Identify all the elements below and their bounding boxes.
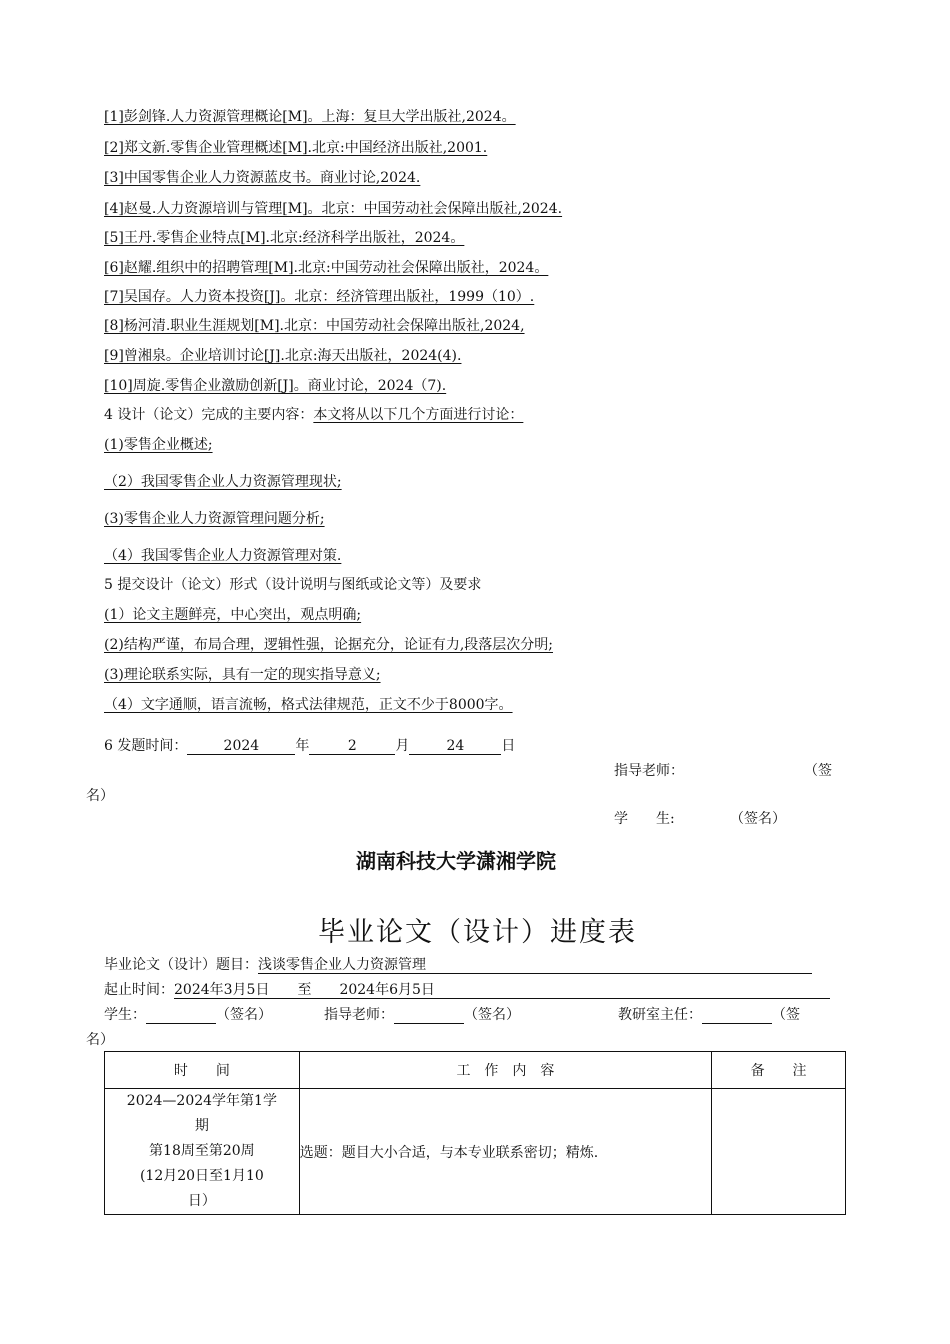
reference-10: [10]周旋.零售企业激励创新[J]。商业讨论，2024（7). [104,378,447,394]
section4-item-3: (3)零售企业人力资源管理问题分析; [104,511,325,527]
form-director-sign: （签 [772,1007,800,1023]
reference-7: [7]吴国存。人力资本投资[J]。北京：经济管理出版社，1999（10）. [104,289,535,305]
time-line-2: 期 [194,1118,209,1134]
section4-item-2: （2）我国零售企业人力资源管理现状; [104,474,342,490]
progress-table [104,1051,846,1215]
director-blank [702,1006,772,1024]
section4-item-4: （4）我国零售企业人力资源管理对策. [104,548,342,564]
student-blank [146,1006,216,1024]
issue-month: 2 [309,737,395,755]
time-line-1: 2024—2024学年第1学 [126,1093,277,1109]
advisor-sign: （签 [804,763,832,779]
reference-6: [6]赵耀.组织中的招聘管理[M].北京:中国劳动社会保障出版社，2024。 [104,260,549,276]
period-line [104,981,830,999]
section5-item-2: (2)结构严谨，布局合理，逻辑性强，论据充分，论证有力,段落层次分明; [104,637,553,653]
reference-8: [8]杨河清.职业生涯规划[M].北京：中国劳动社会保障出版社,2024, [104,318,525,334]
advisor-label: 指导老师： [614,763,684,779]
reference-1: [1]彭剑锋.人力资源管理概论[M]。上海：复旦大学出版社,2024。 [104,109,516,125]
section4-item-1: (1)零售企业概述; [104,437,213,453]
form-student-sign: （签名） [216,1007,272,1023]
reference-4: [4]赵曼.人力资源培训与管理[M]。北京：中国劳动社会保障出版社,2024. [104,201,563,217]
time-cell [105,1089,300,1215]
header-content: 工 作 内 容 [299,1052,711,1089]
signature-line [104,1006,800,1024]
section5-item-3: (3)理论联系实际，具有一定的现实指导意义; [104,667,381,683]
student-sign: （签名） [730,811,786,827]
form-director-label: 教研室主任： [618,1007,702,1023]
table-header-row [105,1052,846,1089]
issue-date-label: 6 发题时间： [104,738,188,754]
form-title: 毕业论文（设计）进度表 [318,917,637,948]
reference-2: [2]郑文新.零售企业管理概述[M].北京:中国经济出版社,2001. [104,140,488,156]
time-line-3: 第18周至第20周 [149,1143,255,1159]
reference-3: [3]中国零售企业人力资源蓝皮书。商业讨论,2024. [104,170,421,186]
day-unit: 日 [501,738,516,754]
topic-label: 毕业论文（设计）题目： [104,957,258,973]
section5-item-4: （4）文字通顺，语言流畅，格式法律规范，正文不少于8000字。 [104,697,513,713]
form-advisor-sign: （签名） [464,1007,520,1023]
section4-intro: 本文将从以下几个方面进行讨论： [313,407,524,423]
table-row [105,1089,846,1215]
advisor-sign-wrap: 名） [86,788,114,804]
advisor-blank [394,1006,464,1024]
section5-heading: 5 提交设计（论文）形式（设计说明与图纸或论文等）及要求 [104,577,482,593]
section4-heading [104,406,523,424]
school-name: 湖南科技大学潇湘学院 [356,849,556,873]
form-student-label: 学生： [104,1007,146,1023]
topic-line [104,956,812,974]
issue-day: 24 [409,737,501,755]
reference-9: [9]曾湘泉。企业培训讨论[J].北京:海天出版社，2024(4). [104,348,462,364]
note-cell [712,1089,846,1215]
time-line-4: (12月20日至1月10 [139,1168,264,1184]
director-sign-wrap: 名） [86,1032,114,1048]
issue-year: 2024 [187,737,295,755]
period-value: 2024年3月5日 至 2024年6月5日 [174,981,830,999]
month-unit: 月 [395,738,410,754]
student-label: 学 生: [614,811,675,827]
reference-5: [5]王丹.零售企业特点[M].北京:经济科学出版社，2024。 [104,230,465,246]
section5-item-1: (1）论文主题鲜亮，中心突出，观点明确; [104,607,362,623]
section4-label: 4 设计（论文）完成的主要内容： [104,407,314,423]
year-unit: 年 [295,738,310,754]
content-cell: 选题：题目大小合适，与本专业联系密切；精炼. [299,1089,711,1215]
header-time: 时 间 [105,1052,300,1089]
topic-value: 浅谈零售企业人力资源管理 [258,956,812,974]
issue-date-line [104,737,515,755]
time-line-5: 日） [187,1193,216,1209]
period-label: 起止时间： [104,982,174,998]
form-advisor-label: 指导老师： [324,1007,394,1023]
header-note: 备 注 [712,1052,846,1089]
